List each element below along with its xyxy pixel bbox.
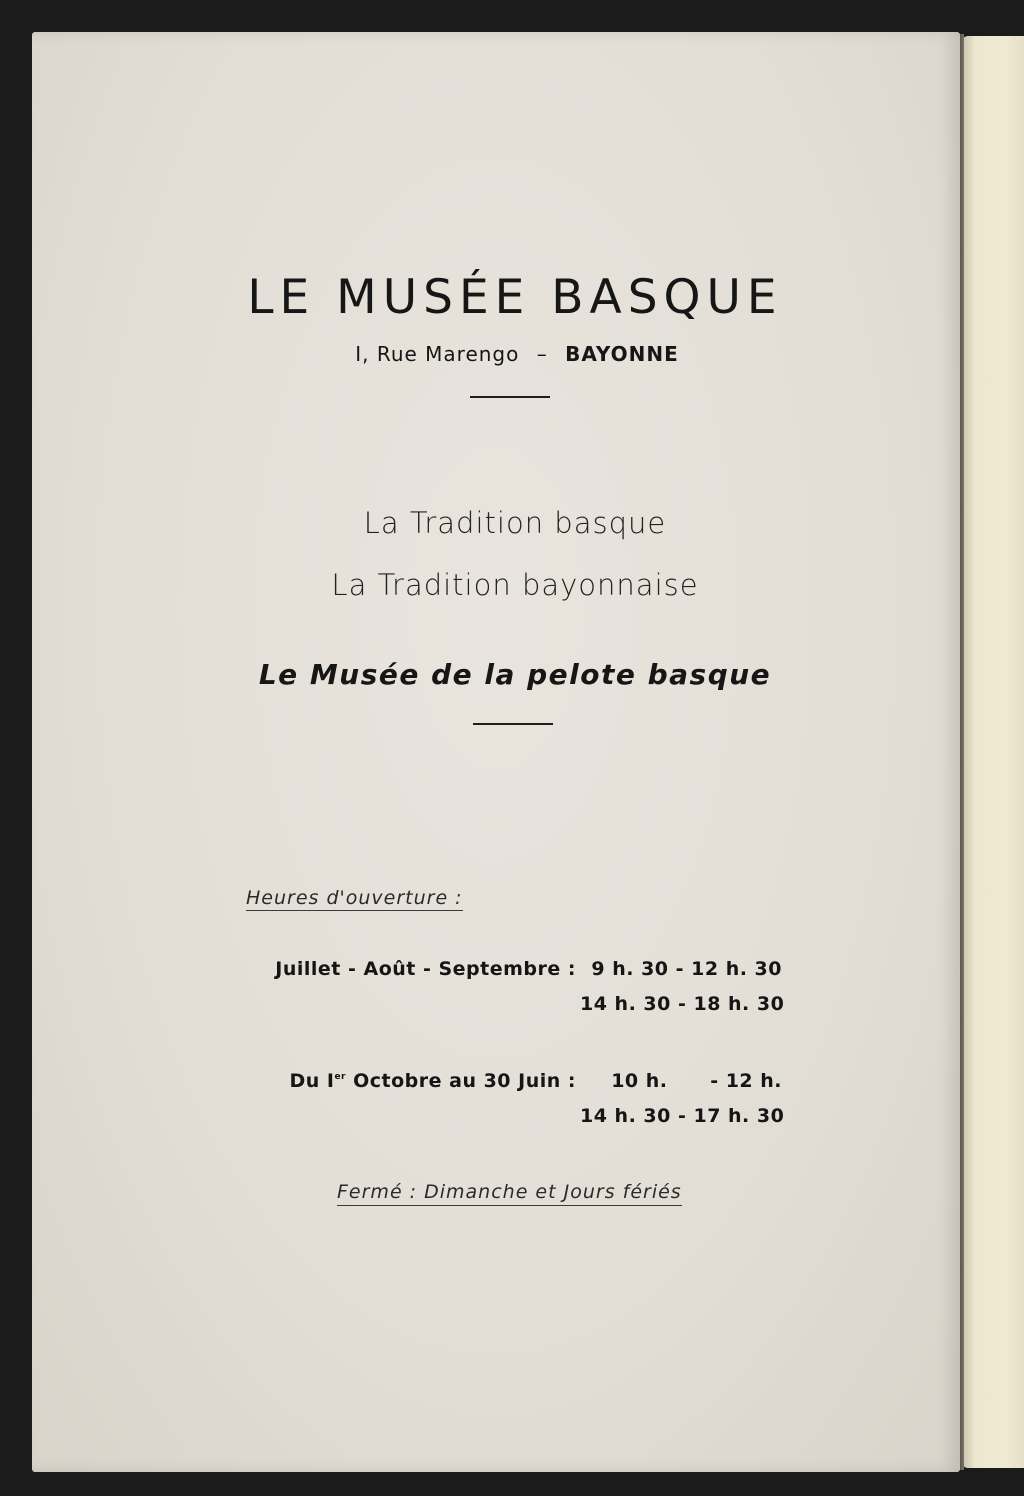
page-title: LE MUSÉE BASQUE <box>247 270 783 325</box>
winter-season-label <box>250 1070 576 1092</box>
divider-rule <box>470 396 550 398</box>
address-street: I, Rue Marengo <box>355 342 520 366</box>
museum-address <box>0 342 1024 366</box>
divider-rule <box>473 723 553 725</box>
winter-afternoon-hours: 14 h. 30 - 17 h. 30 <box>580 1105 785 1127</box>
brochure-page <box>32 32 960 1472</box>
facing-page-edge <box>962 36 1024 1468</box>
summer-afternoon-hours: 14 h. 30 - 18 h. 30 <box>580 993 785 1015</box>
theme-bayonne-tradition: La Tradition bayonnaise <box>331 568 699 602</box>
closed-days-note: Fermé : Dimanche et Jours fériés <box>337 1181 682 1206</box>
pelote-museum-heading: Le Musée de la pelote basque <box>258 658 772 691</box>
address-city: BAYONNE <box>565 342 679 366</box>
address-separator: – <box>536 342 548 366</box>
winter-label-suffix: Octobre au 30 Juin : <box>345 1070 576 1092</box>
opening-hours-heading: Heures d'ouverture : <box>246 887 463 909</box>
winter-morning-hours: 10 h. - 12 h. <box>611 1070 782 1092</box>
summer-morning-hours: 9 h. 30 - 12 h. 30 <box>591 958 782 980</box>
summer-season-label: Juillet - Août - Septembre : <box>275 958 576 980</box>
winter-label-prefix: Du I <box>289 1070 335 1092</box>
winter-label-superscript: er <box>334 1072 346 1082</box>
theme-basque-tradition: La Tradition basque <box>363 506 667 540</box>
